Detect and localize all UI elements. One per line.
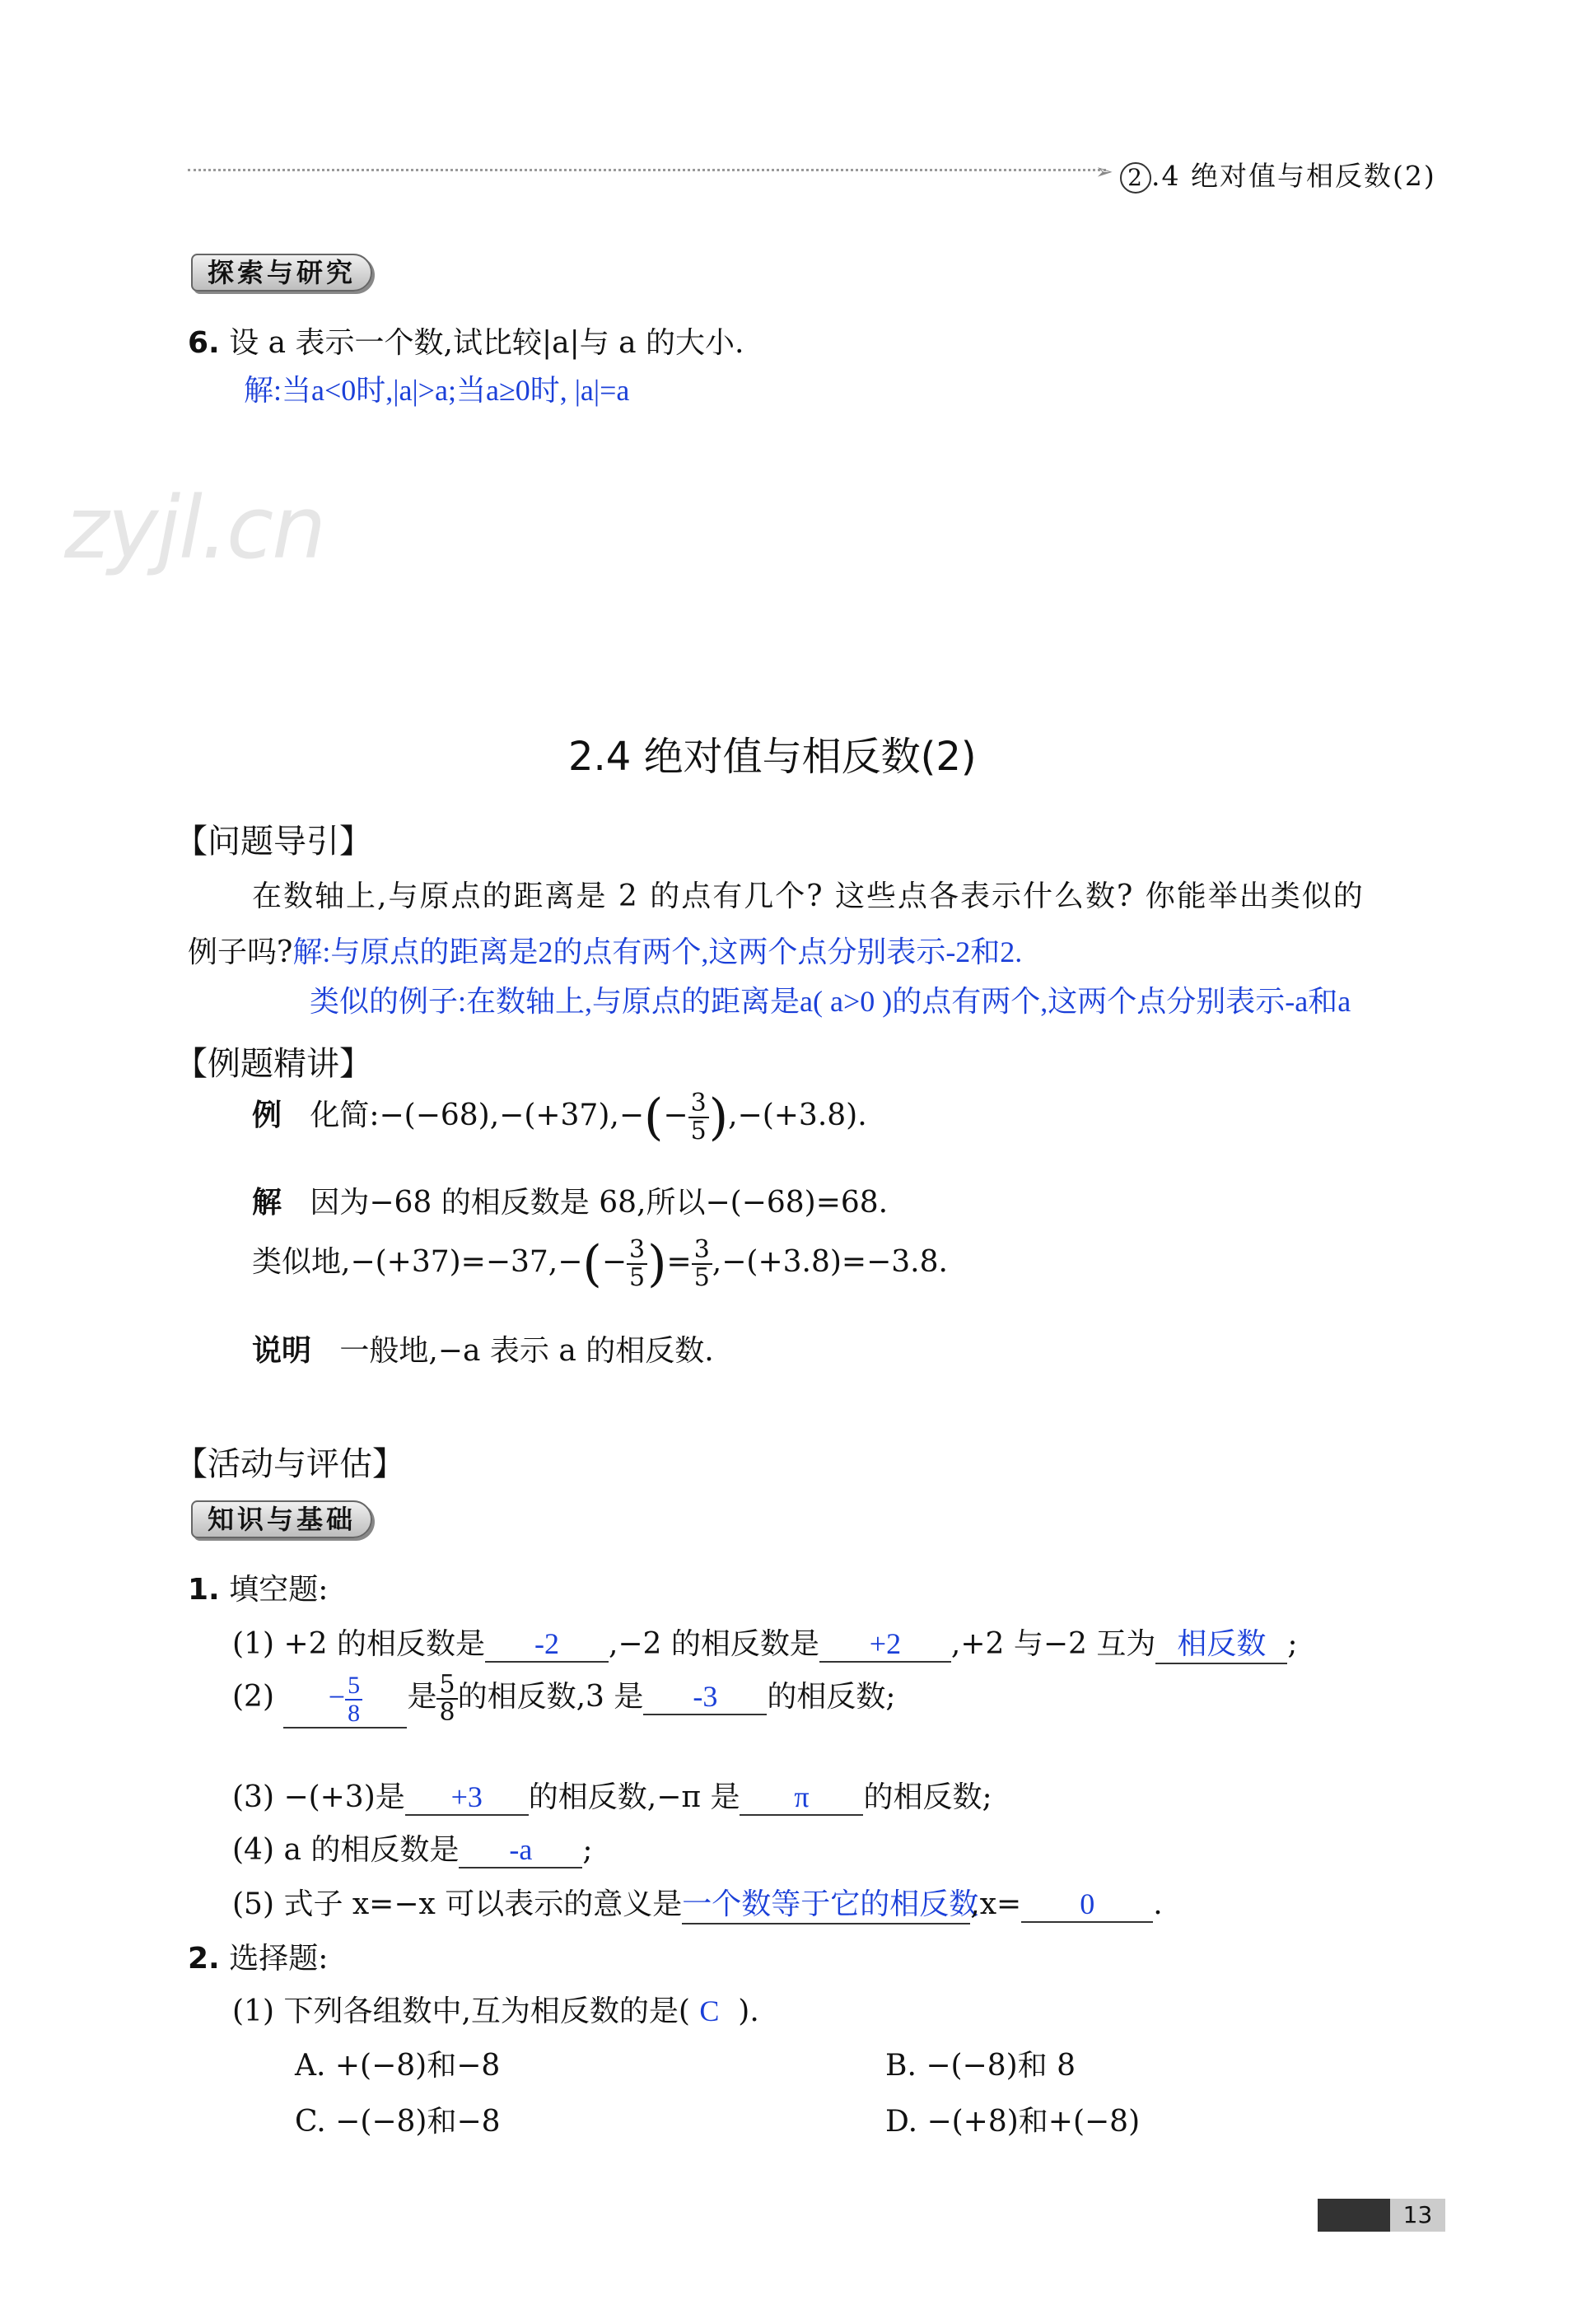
frac-denominator: 8 [348,1699,361,1727]
section-title: 2.4 绝对值与相反数(2) [568,734,977,780]
text: (5) 式子 x=−x 可以表示的意义是 [232,1887,683,1921]
text: ). [738,1994,759,2028]
frac-denominator: 8 [439,1698,455,1727]
note-line [252,1327,714,1369]
frac-numerator: 5 [436,1672,457,1700]
text: ,x= [970,1887,1022,1921]
activity-heading: 【活动与评估】 [175,1445,405,1483]
blank-answer[interactable] [283,1673,407,1728]
paren-close: ) [647,1235,667,1293]
header-rule [188,169,1106,171]
text: (2) [232,1680,274,1714]
minus-sign: − [328,1680,346,1713]
question-number: 1. [188,1573,220,1607]
similar-fraction-2 [692,1237,712,1291]
text: (4) a 的相反数是 [232,1833,460,1867]
text: 的相反数,3 是 [457,1680,644,1714]
frac-numerator: 3 [688,1090,709,1118]
example-heading: 【例题精讲】 [175,1045,372,1083]
text: (3) −(+3)是 [232,1780,405,1814]
similar-fraction-1 [627,1237,647,1291]
text: 的相反数,−π 是 [528,1780,740,1814]
example-label: 例 [252,1099,282,1132]
text: ,+2 与−2 互为 [950,1627,1156,1661]
solution-text: 因为−68 的相反数是 68,所以−(−68)=68. [310,1186,889,1220]
text: (1) 下列各组数中,互为相反数的是( [232,1994,690,2028]
guide-line-1: 在数轴上,与原点的距离是 2 的点有几个? 这些点各表示什么数? 你能举出类似的 [252,879,1365,913]
blank-answer[interactable]: +2 [819,1626,951,1663]
running-header [1120,155,1436,194]
example-text-a: 化简:−(−68),−(+37),− [310,1099,644,1132]
similar-c: ,−(+3.8)=−3.8. [712,1245,948,1279]
blank-answer[interactable]: +3 [405,1780,529,1816]
q1-part-4 [232,1826,593,1868]
blank-answer[interactable]: 0 [1021,1887,1153,1923]
note-label: 说明 [252,1334,312,1368]
text: (1) +2 的相反数是 [232,1627,485,1661]
question-title: 选择题: [229,1942,329,1976]
example-text-b: ,−(+3.8). [728,1099,867,1132]
paren-open: ( [582,1235,602,1293]
text: 是 [407,1680,437,1714]
option-d[interactable]: D. −(+8)和+(−8) [885,2105,1141,2139]
question-text: 设 a 表示一个数,试比较|a|与 a 的大小. [229,326,744,360]
text: 的相反数; [863,1780,992,1814]
example-fraction [688,1090,709,1145]
q1-part-5 [232,1881,1163,1924]
guide-prefix: 例子吗? [188,935,293,969]
blank-answer[interactable]: -a [459,1832,582,1868]
blank-answer[interactable]: π [740,1780,863,1816]
frac-denominator: 5 [690,1117,707,1145]
similar-a: 类似地,−(+37)=−37,− [252,1245,583,1279]
example-line: 例 化简:−(−68),−(+37),−(− $\frac{3}{5}$ ),−(+3.8). [252,1089,867,1146]
q2-part-1 [232,1988,759,2030]
paren-close: ) [708,1089,729,1146]
badge-knowledge: 知识与基础 [191,1500,372,1538]
question-6 [188,320,744,362]
badge-explore: 探索与研究 [191,254,372,292]
answer-fraction [345,1673,362,1727]
frac-denominator: 5 [629,1263,646,1292]
paren-open: ( [644,1089,664,1146]
similar-line: 类似地,−(+37)=−37,−(− $\frac{3}{5}$ )= $\frac{3}{5}$ ,−(+3.8)=−3.8. [252,1235,948,1293]
question-number: 6. [188,326,220,360]
choice-answer[interactable]: C [699,1994,720,2027]
q1-part-3 [232,1774,992,1816]
page-tab [1318,2199,1390,2232]
frac-numerator: 5 [345,1673,362,1701]
similar-b: = [666,1245,692,1279]
question-1 [188,1566,328,1608]
guide-answer-2: 类似的例子:在数轴上,与原点的距离是a( a>0 )的点有两个,这两个点分别表示-a和a [310,985,1351,1018]
q1-part-2 [232,1672,896,1728]
guide-line-2 [188,929,1022,971]
note-text: 一般地,−a 表示 a 的相反数. [339,1334,714,1368]
watermark: zyjl.cn [64,478,325,578]
text: ; [1287,1627,1298,1661]
option-b[interactable]: B. −(−8)和 8 [885,2049,1076,2083]
text: . [1153,1887,1163,1921]
option-a[interactable]: A. +(−8)和−8 [295,2049,501,2083]
blank-answer[interactable]: 相反数 [1155,1621,1287,1664]
question-2 [188,1935,328,1977]
page-number-box [1318,2199,1445,2232]
blank-answer[interactable]: 一个数等于它的相反数 [682,1881,970,1924]
solution-label: 解 [252,1186,282,1220]
fraction [436,1672,457,1726]
answer-6: 解:当a<0时,|a|>a;当a≥0时, |a|=a [244,374,630,407]
frac-numerator: 3 [627,1237,647,1265]
question-title: 填空题: [229,1573,329,1607]
solution-line [252,1179,888,1221]
text: ; [582,1833,593,1867]
text: 的相反数; [767,1680,896,1714]
guide-heading: 【问题导引】 [175,823,372,861]
chapter-circle: 2 [1120,162,1151,194]
question-number: 2. [188,1942,220,1976]
page-number: 13 [1390,2199,1445,2232]
blank-answer[interactable]: -2 [485,1626,609,1663]
q1-part-1 [232,1621,1298,1664]
option-c[interactable]: C. −(−8)和−8 [295,2105,501,2139]
header-title: .4 绝对值与相反数(2) [1151,160,1436,192]
text: ,−2 的相反数是 [608,1627,819,1661]
guide-answer-1: 解:与原点的距离是2的点有两个,这两个点分别表示-2和2. [292,935,1023,968]
frac-denominator: 5 [693,1263,710,1292]
header-arrow-icon: ➢ [1095,160,1113,184]
blank-answer[interactable]: -3 [643,1679,767,1715]
frac-numerator: 3 [692,1237,712,1265]
